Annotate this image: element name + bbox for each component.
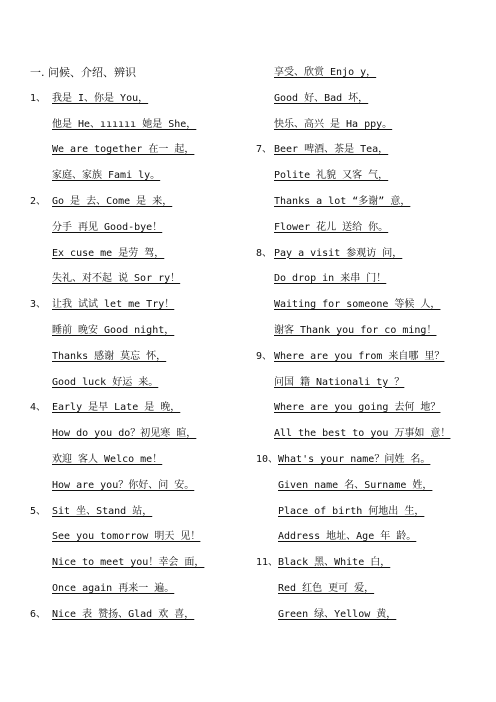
text-line xyxy=(256,324,486,350)
line-text: 家庭、家族 Fami ly。 xyxy=(52,170,161,182)
text-line xyxy=(256,298,486,324)
text-line xyxy=(256,118,486,144)
line-text: 快乐、高兴 是 Ha ppy。 xyxy=(274,118,393,130)
line-text: Red 红色 更可 爱， xyxy=(278,582,375,594)
line-text: 分手 再见 Good-bye！ xyxy=(52,221,163,233)
line-text: 谢客 Thank you for co ming！ xyxy=(274,324,437,336)
line-text: Sit 坐、Stand 站， xyxy=(52,505,153,517)
text-line xyxy=(30,401,250,427)
text-line xyxy=(256,453,486,479)
text-line xyxy=(30,324,250,350)
text-line xyxy=(30,530,250,556)
text-line xyxy=(30,298,250,324)
line-text: Where are you going 去何 地？ xyxy=(274,402,441,414)
line-text: 睡前 晚安 Good night， xyxy=(52,324,175,336)
text-line xyxy=(256,169,486,195)
text-line xyxy=(30,169,250,195)
line-text: Black 黑、White 白， xyxy=(278,557,391,569)
item-number: 5、 xyxy=(30,505,47,517)
item-number: 7、 xyxy=(256,144,273,156)
line-text: 我是 I、你是 You， xyxy=(52,92,149,104)
item-number: 3、 xyxy=(30,299,47,311)
line-text: Go 是 去、Come 是 来， xyxy=(52,195,173,207)
item-number: 6、 xyxy=(30,608,47,620)
text-line xyxy=(30,247,250,273)
line-text: 享受、欣赏 Enjo y， xyxy=(274,67,377,78)
line-text: 让我 试试 let me Try！ xyxy=(52,299,175,311)
text-line xyxy=(256,195,486,221)
line-text: How are you？你好、问 安。 xyxy=(52,479,195,491)
text-line xyxy=(30,556,250,582)
line-text: Early 是早 Late 是 晚， xyxy=(52,402,181,414)
text-line xyxy=(30,195,250,221)
text-line xyxy=(30,350,250,376)
item-number: 1、 xyxy=(30,92,47,104)
text-line xyxy=(256,247,486,273)
text-line xyxy=(256,272,486,298)
text-line xyxy=(30,453,250,479)
line-text: 失礼、对不起 说 Sor ry！ xyxy=(52,273,181,285)
item-number: 11、 xyxy=(256,557,279,569)
text-line xyxy=(30,582,250,608)
line-text: Good luck 好运 来。 xyxy=(52,376,159,388)
line-text: Waiting for someone 等候 人， xyxy=(274,299,441,311)
item-number: 4、 xyxy=(30,402,47,414)
text-line xyxy=(30,118,250,144)
line-text: Nice to meet you！幸会 面， xyxy=(52,557,205,569)
line-text: Beer 啤酒、茶是 Tea， xyxy=(274,144,389,156)
text-line xyxy=(30,608,250,634)
line-text: Flower 花儿 送给 你。 xyxy=(274,221,389,233)
item-number: 10、 xyxy=(256,453,279,465)
text-line xyxy=(256,221,486,247)
line-text: Thanks a lot “多谢” 意， xyxy=(274,195,411,207)
text-line xyxy=(30,479,250,505)
text-line xyxy=(256,505,486,531)
line-text: 问国 籍 Nationali ty ？ xyxy=(274,376,405,388)
text-line xyxy=(30,92,250,118)
line-text: We are together 在一 起， xyxy=(52,144,195,156)
line-text: See you tomorrow 明天 见！ xyxy=(52,531,201,543)
text-line xyxy=(30,505,250,531)
line-text: Once again 再来一 遍。 xyxy=(52,582,175,594)
line-text: Ex cuse me 是劳 驾， xyxy=(52,247,165,259)
text-line xyxy=(30,376,250,402)
line-text: Given name 名、Surname 姓， xyxy=(278,479,433,491)
text-line xyxy=(256,608,486,634)
line-text: Polite 礼貌 又客 气， xyxy=(274,170,389,182)
text-line xyxy=(256,427,486,453)
item-number: 8、 xyxy=(256,247,273,259)
line-text: 他是 He、ıııııı 她是 She， xyxy=(52,118,197,130)
line-text: Do drop in 来串 门！ xyxy=(274,273,387,285)
line-text: Pay a visit 参观访 问， xyxy=(274,247,403,259)
text-line xyxy=(30,221,250,247)
line-text: All the best to you 万事如 意！ xyxy=(274,428,451,440)
line-text: Green 绿、Yellow 黄， xyxy=(278,608,397,620)
text-line xyxy=(30,143,250,169)
line-text: Where are you from 来自哪 里？ xyxy=(274,350,445,362)
text-line xyxy=(256,556,486,582)
text-line xyxy=(256,376,486,402)
text-line xyxy=(256,530,486,556)
line-text: Thanks 感谢 莫忘 怀， xyxy=(52,350,167,362)
section-heading xyxy=(30,66,250,92)
text-line xyxy=(30,272,250,298)
line-text: Good 好、Bad 坏， xyxy=(274,92,369,104)
line-text: Place of birth 何地出 生， xyxy=(278,505,425,517)
item-number: 9、 xyxy=(256,350,273,362)
item-number: 2、 xyxy=(30,195,47,207)
line-text: Address 地址、Age 年 龄。 xyxy=(278,531,417,543)
line-text: How do you do？初见寒 暄， xyxy=(52,428,197,440)
right-column xyxy=(256,66,486,634)
text-line xyxy=(256,479,486,505)
line-text: 欢迎 客人 Welco me！ xyxy=(52,453,163,465)
left-column xyxy=(30,66,250,634)
line-text: Nice 表 赞扬、Glad 欢 喜， xyxy=(52,608,195,620)
line-text: What's your name？问姓 名。 xyxy=(278,453,431,465)
heading-text: 一. 问候、介绍、辨识 xyxy=(30,66,136,79)
text-line xyxy=(256,350,486,376)
text-line xyxy=(256,143,486,169)
text-line xyxy=(256,92,486,118)
text-line xyxy=(256,582,486,608)
text-line xyxy=(30,427,250,453)
text-line xyxy=(256,66,486,92)
text-line xyxy=(256,401,486,427)
